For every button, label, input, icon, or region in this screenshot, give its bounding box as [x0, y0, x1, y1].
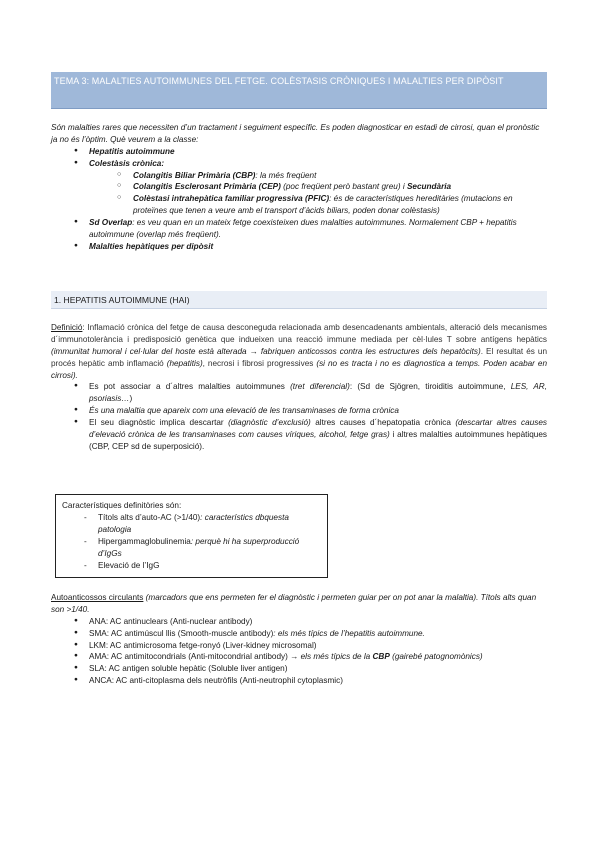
bullet-note: (tret diferencial) [290, 382, 350, 392]
antibody-english: (Smooth-muscle antibody) [177, 628, 274, 638]
definition-section [51, 322, 547, 453]
box-title: Característiques definitòries són: [62, 501, 182, 510]
antibody-item [51, 616, 547, 628]
antibody-item [51, 663, 547, 675]
antibody-english: (Anti-nuclear antibody) [170, 616, 253, 626]
topic-item [51, 158, 547, 217]
box-item-note: : perquè hi ha superproducció d’IgGs [98, 536, 300, 558]
overlap-name: Sd Overlap [89, 218, 133, 228]
antibody-note: → els més típics de la [287, 652, 373, 662]
cbp-name: Colangitis Biliar Primària (CBP) [133, 170, 256, 180]
bullet-note: LES, AR, psoriasis… [89, 382, 547, 404]
subtopic-item [111, 170, 547, 182]
section-heading: 1. HEPATITIS AUTOIMMUNE (HAI) [54, 295, 190, 305]
chapter-title-bar [51, 72, 547, 109]
cep-desc: (poc freqüent però bastant greu) i [280, 182, 407, 192]
chapter-title: TEMA 3: MALALTIES AUTOIMMUNES DEL FETGE. COLÈSTASIS CRÒNIQUES I MALALTIES PER DIPÒSIT [54, 76, 504, 86]
antibody-name: SLA: AC antigen soluble hepàtic [89, 664, 209, 674]
bullet-text: : (Sd de Sjögren, tiroiditis autoimmune, [349, 382, 511, 392]
definition-note: (hepatitis) [166, 358, 203, 368]
antibody-english: (Liver-kidney microsomal) [222, 640, 317, 650]
autoantibodies-desc: (marcadors que ens permeten fer el diagnòstic i permeten guiar per on pot anar la malaltia). Títols alts quan son >1/40. [51, 593, 537, 614]
pfic-desc: : és de característiques hereditàries (mutacions en proteïnes que tenen a veure amb el transport d’àcids biliars, poden donar colèstasis) [133, 194, 513, 216]
antibody-note: : els més típics de l’hepatitis autoimmune. [273, 628, 425, 638]
antibody-name: AMA: AC antimitocondrials [89, 652, 189, 662]
bullet-text: i altres malalties autoimmunes hepàtiques (CBP, CEP sd de superposició). [89, 430, 547, 451]
box-item [62, 536, 317, 560]
topic-item [51, 217, 547, 241]
antibody-name: ANA: AC antinuclears [89, 616, 171, 626]
definition-bullets [51, 381, 547, 452]
colestasis-sublist [111, 170, 547, 218]
topic-diposit: Malalties hepàtiques per dipòsit [89, 241, 214, 251]
box-item-label: Títols alts d’auto-AC (>1/40) [98, 513, 201, 522]
overlap-desc: : es veu quan en un mateix fetge coexisteixen dues malalties autoimmunes. Normalement CBP + hepatitis autoimmune (overlap més freqüent). [89, 218, 517, 240]
bullet-text: ) [129, 394, 133, 404]
characteristics-box [55, 494, 328, 578]
antibody-item [51, 651, 547, 663]
box-item-label: Elevació de l’IgG [98, 560, 160, 570]
topic-colestasis: Colestàsis crònica: [89, 158, 165, 168]
definition-text: . El resultat és un procés hepàtic amb inflamació [51, 346, 548, 368]
topic-list [51, 146, 547, 253]
antibody-note: (gairebé patognomònics) [389, 652, 483, 662]
antibody-note-strong: CBP [372, 652, 390, 662]
autoantibodies-label: Autoanticossos circulants [51, 593, 144, 602]
antibody-name: ANCA: AC anti-citoplasma dels neutròfils [89, 676, 240, 686]
box-item [62, 560, 317, 572]
definition-note: (si no es tracta i no es diagnostica a temps. Poden acabar en cirrosi). [51, 358, 547, 380]
antibody-english: (Soluble liver antigen) [208, 664, 288, 674]
topic-item [51, 146, 547, 158]
bullet-note: És una malaltia que apareix com una elevació de les transaminases de forma crònica [89, 406, 399, 416]
bullet-text: altres causes d´hepatopatia crònica [310, 418, 456, 428]
antibody-item [51, 628, 547, 640]
antibody-item [51, 675, 547, 687]
autoantibodies-section [51, 592, 547, 687]
antibody-list [51, 616, 547, 687]
topic-hai: Hepatitis autoimmune [89, 146, 175, 156]
antibody-item [51, 640, 547, 652]
intro-section [51, 122, 547, 253]
antibody-name: LKM: AC antimicrosoma fetge-ronyó [89, 640, 223, 650]
box-item-label: Hipergammaglobulinemia [98, 536, 191, 546]
pfic-name: Colèstasi intrahepàtica familiar progressiva (PFIC) [133, 194, 330, 204]
definition-bullet [51, 405, 547, 417]
bullet-note: (descartar altres causes d’elevació crònica de les transaminases com causes víriques, alcohol, fetge gras) [89, 418, 547, 440]
topic-item [51, 241, 547, 253]
bullet-note: (diagnòstic d’exclusió) [228, 418, 311, 428]
definition-bullet [51, 417, 547, 453]
bullet-text: El seu diagnòstic implica descartar [89, 418, 229, 428]
cep-secondary: Secundària [406, 182, 452, 192]
section-heading-bar [51, 291, 547, 309]
definition-text: : Inflamació crònica del fetge de causa desconeguda relacionada amb desencadenants ambientals, alteració dels mecanismes d´immunotolerància i predisposició genètica que indueixen una reacció immune mediada per cèl·lules T sobre antígens hepàtics [51, 323, 547, 344]
definition-paragraph [51, 322, 547, 381]
box-item [62, 512, 317, 536]
subtopic-item [111, 193, 547, 217]
definition-label: Definició [51, 323, 83, 332]
subtopic-item [111, 181, 547, 193]
antibody-english: (Anti-mitocondrial antibody) [188, 652, 288, 662]
definition-note: (immunitat humoral i cel·lular del hoste està alterada → fabriquen anticossos contra les estructures dels hepatòcits) [51, 346, 481, 356]
antibody-english: (Anti-neutrophil cytoplasmic) [239, 676, 343, 686]
box-item-note: : característics dbquesta patologia [98, 513, 289, 534]
bullet-text: Es pot associar a d´altres malalties autoimmunes [89, 382, 291, 392]
antibody-name: SMA: AC antimúscul llis [89, 628, 178, 638]
intro-text: Són malalties rares que necessiten d’un tractament i seguiment específic. Es poden diagnosticar en estadi de cirrosi, quan el pronòstic ja no és l’òptim. Què veurem a la classe: [51, 123, 540, 144]
cbp-desc: : la més freqüent [255, 170, 317, 180]
definition-bullet [51, 381, 547, 405]
definition-text: , necrosi i fibrosi progressives [202, 358, 317, 368]
box-list [62, 512, 317, 571]
cep-name: Colangitis Esclerosant Primària (CEP) [133, 182, 281, 192]
autoantibodies-intro [51, 592, 547, 616]
